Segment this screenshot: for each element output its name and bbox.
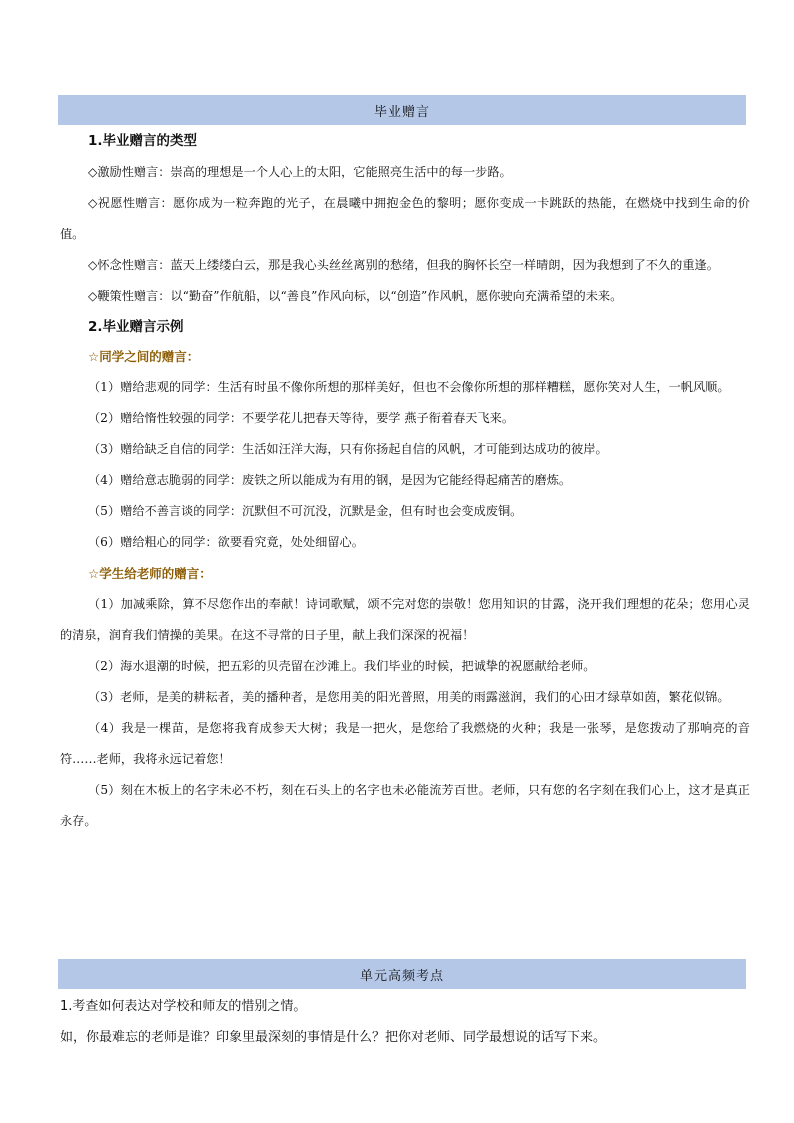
classmate-message: （4）赠给意志脆弱的同学：废铁之所以能成为有用的钢，是因为它能经得起痛苦的磨炼。 [88,473,572,487]
exam-section [60,991,750,1053]
type-item-encouraging: ◇鞭策性赠言：以“勤奋”作航船，以“善良”作风向标，以“创造”作风帆，愿你驶向充满希望的未来。 [88,289,623,303]
classmate-message: （1）赠给悲观的同学：生活有时虽不像你所想的那样美好，但也不会像你所想的那样糟糕，愿你笑对人生，一帆风顺。 [88,380,730,394]
classmates-subheading: ☆同学之间的赠言： [88,349,200,364]
classmate-message: （6）赠给粗心的同学：欲要看究竟，处处细留心。 [88,535,364,549]
classmate-message: （2）赠给惰性较强的同学：不要学花儿把春天等待，要学 燕子衔着春天飞来。 [88,411,515,425]
teacher-message: （2）海水退潮的时候，把五彩的贝壳留在沙滩上。我们毕业的时候，把诚挚的祝愿献给老师。 [88,659,596,673]
teachers-subheading: ☆学生给老师的赠言： [88,566,212,581]
examples-heading: 2.毕业赠言示例 [88,319,184,335]
teacher-message: （4）我是一棵苗，是您将我育成参天大树；我是一把火，是您给了我燃烧的火种；我是一张琴，是您拨动了那响亮的音符……老师，我将永远记着您！ [60,721,750,766]
type-item-wishing: ◇祝愿性赠言：愿你成为一粒奔跑的光子，在晨曦中拥抱金色的黎明；愿你变成一卡跳跃的热能，在燃烧中找到生命的价值。 [60,196,750,241]
classmate-message: （3）赠给缺乏自信的同学：生活如汪洋大海，只有你扬起自信的风帆，才可能到达成功的彼岸。 [88,442,608,456]
exam-point-line: 1.考查如何表达对学校和师友的惜别之情。 [60,999,307,1014]
classmate-message: （5）赠给不善言谈的同学：沉默但不可沉没，沉默是金，但有时也会变成废铜。 [88,504,523,518]
teacher-message: （5）刻在木板上的名字未必不朽，刻在石头上的名字也未必能流芳百世。老师，只有您的名字刻在我们心上，这才是真正永存。 [60,783,750,828]
types-section [60,127,750,837]
section-band-graduation-messages [58,95,746,125]
types-heading: 1.毕业赠言的类型 [88,133,198,149]
type-item-nostalgic: ◇怀念性赠言：蓝天上缕缕白云，那是我心头丝丝离别的愁绪，但我的胸怀长空一样晴朗，因为我想到了不久的重逢。 [88,258,719,272]
band-title: 单元高频考点 [359,968,444,984]
teacher-message: （1）加减乘除，算不尽您作出的奉献！诗词歌赋，颂不完对您的崇敬！您用知识的甘露，浇开我们理想的花朵；您用心灵的清泉，润育我们情操的美果。在这不寻常的日子里，献上我们深深的祝福！ [60,597,750,642]
type-item-motivational: ◇激励性赠言：崇高的理想是一个人心上的太阳，它能照亮生活中的每一步路。 [88,165,512,179]
section-band-exam-points [58,959,746,989]
teacher-message: （3）老师，是美的耕耘者，美的播种者，是您用美的阳光普照，用美的雨露滋润，我们的心田才绿草如茵，繁花似锦。 [88,690,730,704]
band-title: 毕业赠言 [373,104,430,120]
exam-example-line: 如，你最难忘的老师是谁？印象里最深刻的事情是什么？把你对老师、同学最想说的话写下来。 [60,1030,607,1045]
